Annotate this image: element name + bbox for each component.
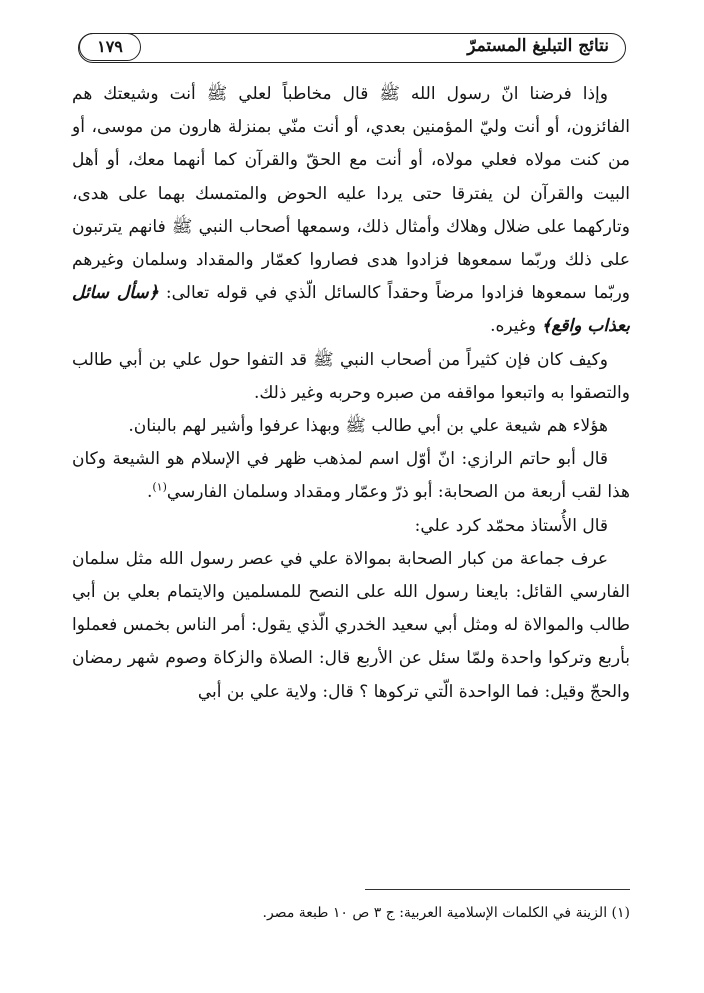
body-text xyxy=(72,78,630,709)
footnote-marker: (١) xyxy=(152,480,167,494)
paragraph-text: عرف جماعة من كبار الصحابة بموالاة علي في عصر رسول الله مثل سلمان الفارسي القائل: بايعنا رسول الله على النصح للمسلمين والايتمام بعلي بن أبي طالب والموالاة له ومثل أبي سعيد الخدري الّذي يقول: أمر الناس بخمس فعملوا بأربع وتركوا واحدة ولمّا سئل عن الأربع قال: الصلاة والزكاة وصوم شهر رمضان والحجّ وقيل: فما الواحدة الّتي تركوها ؟ قال: ولاية علي بن أبي xyxy=(72,548,630,702)
paragraph-text: قال أبو حاتم الرازي: انّ أوّل اسم لمذهب ظهر في الإسلام هو الشيعة وكان هذا لقب أربعة من الصحابة: أبو ذرّ وعمّار ومقداد وسلمان الفارسي xyxy=(72,449,630,503)
page-number: ١٧٩ xyxy=(79,33,141,61)
paragraph-text: هؤلاء هم شيعة علي بن أبي طالب ﷺ وبهذا عرفوا وأشير لهم بالبنان. xyxy=(128,416,608,437)
running-header xyxy=(78,33,626,63)
paragraph xyxy=(72,543,630,709)
paragraph xyxy=(72,344,630,410)
footnote-divider xyxy=(365,889,630,890)
header-title: نتائج التبليغ المستمرّ xyxy=(467,36,609,56)
paragraph-text: . xyxy=(146,482,153,503)
paragraph-text: قال الأُستاذ محمّد كرد علي: xyxy=(414,515,608,536)
paragraph-text: وغيره. xyxy=(490,316,542,337)
paragraph-text: وكيف كان فإن كثيراً من أصحاب النبي ﷺ قد التفوا حول علي بن أبي طالب والتصقوا به واتبعوا مواقفه من صبره وحربه وغير ذلك. xyxy=(72,349,630,403)
paragraph-text: وإذا فرضنا انّ رسول الله ﷺ قال مخاطباً لعلي ﷺ أنت وشيعتك هم الفائزون، أو أنت وليّ المؤمنين بعدي، أو أنت منّي بمنزلة هارون من موسى، أو من كنت مولاه فعلي مولاه، أو أنت مع الحقّ والقرآن كما أنهما معك، أو أهل البيت والقرآن لن يفترقا حتى يردا عليه الحوض والمتمسك بهما على هدى، وتاركهما على ضلال وهلاك وأمثال ذلك، وسمعها أصحاب النبي ﷺ فانهم يترتبون على ذلك وربّما سمعوها فزادوا هدى فصاروا كعمّار والمقداد وسلمان وغيرهم وربّما سمعوها فزادوا مرضاً وحقداً كالسائل الّذي في قوله تعالى: xyxy=(72,84,631,304)
paragraph xyxy=(72,410,630,443)
quran-quote: ﴿سأل سائل بعذاب واقع﴾ xyxy=(72,283,630,337)
paragraph xyxy=(72,78,630,344)
footnote: (١) الزينة في الكلمات الإسلامية العربية: ج ٣ ص ١٠ طبعة مصر. xyxy=(262,905,630,921)
paragraph xyxy=(72,443,630,509)
paragraph xyxy=(72,510,630,543)
